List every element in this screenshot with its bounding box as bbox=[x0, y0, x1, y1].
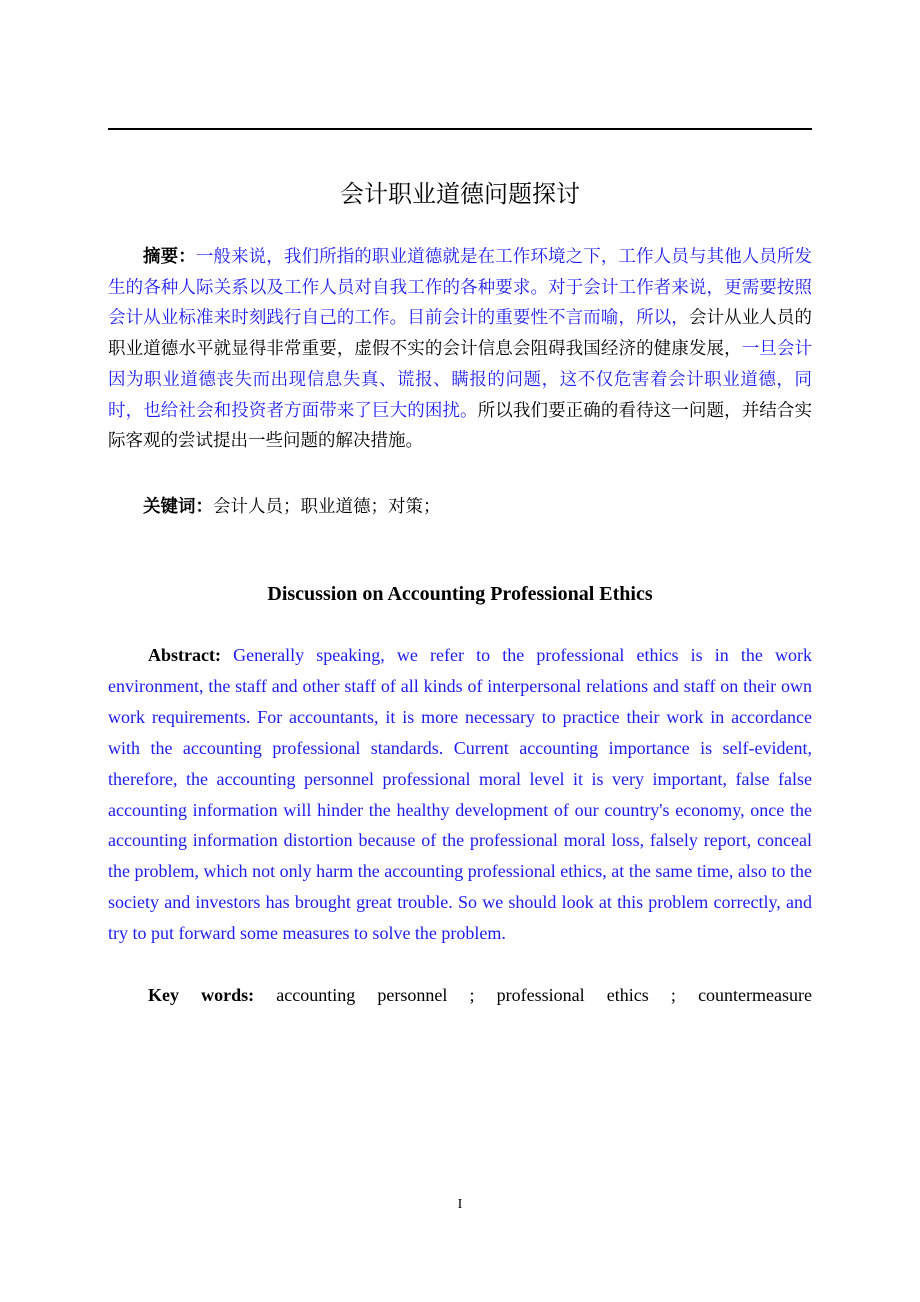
english-keywords-text: accounting personnel ; professional ethics ; countermeasure bbox=[276, 985, 813, 1005]
english-keywords-label: Key words: bbox=[148, 985, 255, 1005]
chinese-abstract-text-part3: 一旦会计因为职业道德丧失而出现信息失真、谎报、瞒报的问题，这不仅危害着会计职业道德，同时，也给社会和投资者方面带来了巨大的困扰。 bbox=[108, 339, 813, 421]
header-rule bbox=[108, 128, 812, 130]
chinese-abstract-label: 摘要： bbox=[143, 247, 196, 267]
english-abstract bbox=[108, 640, 812, 949]
chinese-abstract-text-part2: 会计从业人员的职业道德水平就显得非常重要，虚假不实的会计信息会阻碍我国经济的健康发展， bbox=[108, 308, 813, 360]
chinese-keywords-label: 关键词： bbox=[143, 497, 213, 517]
chinese-keywords bbox=[108, 492, 812, 522]
chinese-abstract-text-part1: 一般来说，我们所指的职业道德就是在工作环境之下，工作人员与其他人员所发生的各种人际关系以及工作人员对自我工作的各种要求。对于会计工作者来说，更需要按照会计从业标准来时刻践行自己的工作。目前会计的重要性不言而喻，所以， bbox=[108, 247, 813, 329]
english-keywords bbox=[108, 980, 812, 1010]
english-title: Discussion on Accounting Professional Ethics bbox=[267, 583, 653, 605]
english-abstract-label: Abstract: bbox=[148, 645, 221, 665]
page-number: I bbox=[457, 1197, 463, 1212]
chinese-abstract-text-part4: 所以我们要正确的看待这一问题，并结合实际客观的尝试提出一些问题的解决措施。 bbox=[108, 400, 813, 452]
chinese-keywords-text: 会计人员；职业道德；对策； bbox=[213, 497, 441, 517]
chinese-abstract bbox=[108, 242, 812, 457]
english-abstract-text: Generally speaking, we refer to the professional ethics is in the work environment, the staff and other staff of all kinds of interpersonal relations and staff on their own work requirements. For accountants, it is more necessary to practice their work in accordance with the accounting professional standards. Current accounting importance is self-evident, therefore, the accounting personnel professional moral level it is very important, false false accounting information will hinder the healthy development of our country's economy, once the accounting information distortion because of the professional moral loss, falsely report, conceal the problem, which not only harm the accounting professional ethics, at the same time, also to the society and investors has brought great trouble. So we should look at this problem correctly, and try to put forward some measures to solve the problem. bbox=[108, 645, 812, 944]
chinese-title: 会计职业道德问题探讨 bbox=[340, 180, 580, 208]
